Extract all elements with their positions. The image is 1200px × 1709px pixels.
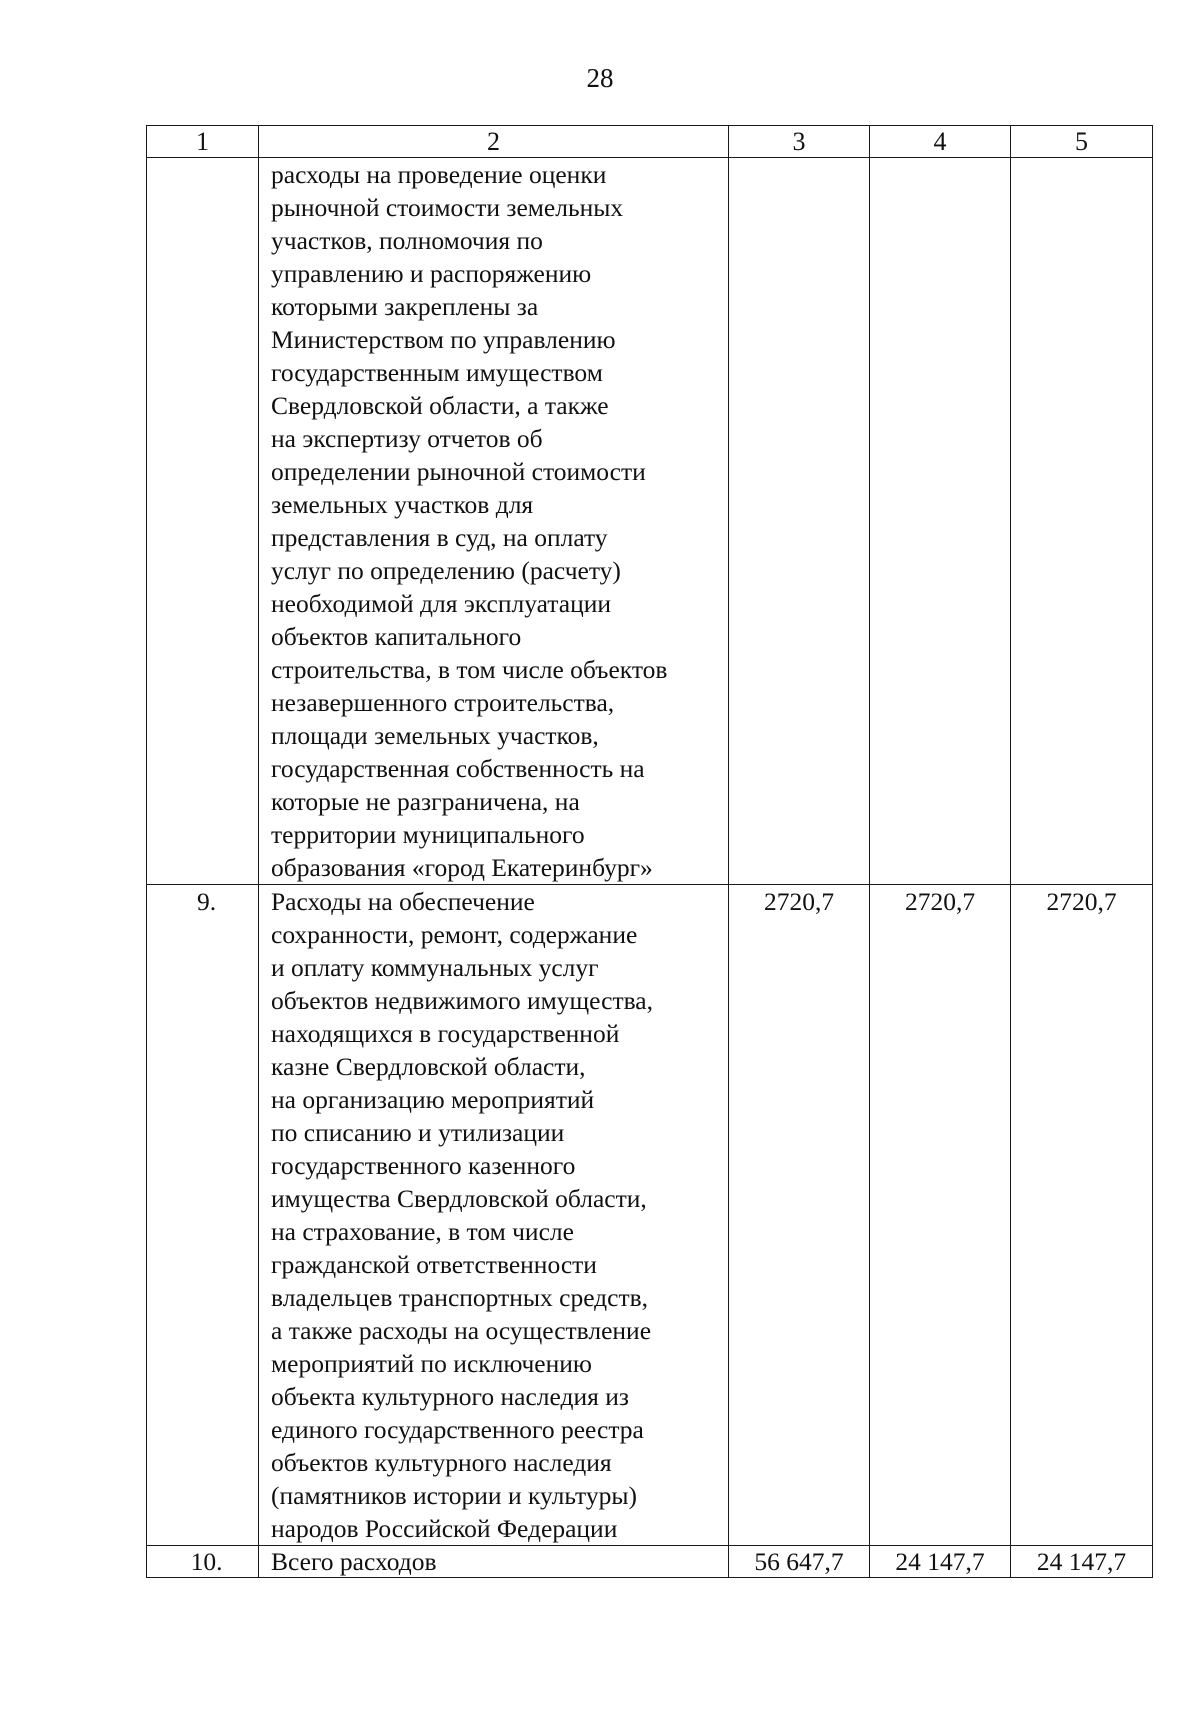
text-line: единого государственного реестра bbox=[271, 1415, 644, 1444]
text-line: (памятников истории и культуры) bbox=[271, 1481, 637, 1510]
column-header-5: 5 bbox=[1011, 126, 1153, 158]
row-value-col3 bbox=[729, 158, 870, 885]
text-line: казне Свердловской области, bbox=[271, 1052, 586, 1081]
text-line: а также расходы на осуществление bbox=[271, 1316, 652, 1345]
text-line: услуг по определению (расчету) bbox=[271, 556, 621, 585]
row-value-col4: 2720,7 bbox=[870, 885, 1011, 1546]
text-line: на страхование, в том числе bbox=[271, 1217, 574, 1246]
text-line: определении рыночной стоимости bbox=[271, 457, 646, 486]
row-value-col4: 24 147,7 bbox=[870, 1546, 1011, 1578]
row-value-col5: 2720,7 bbox=[1011, 885, 1153, 1546]
text-line: находящихся в государственной bbox=[271, 1019, 620, 1048]
row-description bbox=[259, 1546, 729, 1578]
row-description bbox=[259, 158, 729, 885]
text-line: рыночной стоимости земельных bbox=[271, 193, 624, 222]
text-line: образования «город Екатеринбург» bbox=[271, 853, 653, 882]
row-number bbox=[147, 158, 259, 885]
text-line: Всего расходов bbox=[271, 1547, 437, 1576]
text-line: земельных участков для bbox=[271, 490, 534, 519]
text-line: государственного казенного bbox=[271, 1151, 576, 1180]
text-line: расходы на проведение оценки bbox=[271, 160, 607, 189]
text-line: государственная собственность на bbox=[271, 754, 645, 783]
row-value-col3: 56 647,7 bbox=[729, 1546, 870, 1578]
text-line: мероприятий по исключению bbox=[271, 1349, 592, 1378]
text-line: которыми закреплены за bbox=[271, 292, 539, 321]
table-row bbox=[147, 885, 1153, 1546]
text-line: владельцев транспортных средств, bbox=[271, 1283, 649, 1312]
row-number: 10. bbox=[147, 1546, 259, 1578]
text-line: государственным имуществом bbox=[271, 358, 603, 387]
text-line: которые не разграничена, на bbox=[271, 787, 580, 816]
row-value-col3: 2720,7 bbox=[729, 885, 870, 1546]
text-line: необходимой для эксплуатации bbox=[271, 589, 612, 618]
row-value-col5: 24 147,7 bbox=[1011, 1546, 1153, 1578]
column-header-1: 1 bbox=[147, 126, 259, 158]
column-header-4: 4 bbox=[870, 126, 1011, 158]
row-value-col5 bbox=[1011, 158, 1153, 885]
text-line: на организацию мероприятий bbox=[271, 1085, 595, 1114]
text-line: и оплату коммунальных услуг bbox=[271, 953, 599, 982]
text-line: по списанию и утилизации bbox=[271, 1118, 565, 1147]
text-line: объектов недвижимого имущества, bbox=[271, 986, 653, 1015]
table-row bbox=[147, 158, 1153, 885]
column-header-2: 2 bbox=[259, 126, 729, 158]
text-line: незавершенного строительства, bbox=[271, 688, 615, 717]
text-line: управлению и распоряжению bbox=[271, 259, 592, 288]
row-value-col4 bbox=[870, 158, 1011, 885]
text-line: Свердловской области, а также bbox=[271, 391, 609, 420]
text-line: территории муниципального bbox=[271, 820, 585, 849]
text-line: участков, полномочия по bbox=[271, 226, 543, 255]
budget-table bbox=[146, 125, 1153, 1578]
text-line: объектов культурного наследия bbox=[271, 1448, 612, 1477]
table-header-row bbox=[147, 126, 1153, 158]
text-line: представления в суд, на оплату bbox=[271, 523, 608, 552]
text-line: объектов капитального bbox=[271, 622, 522, 651]
row-number: 9. bbox=[147, 885, 259, 1546]
row-description bbox=[259, 885, 729, 1546]
text-line: площади земельных участков, bbox=[271, 721, 599, 750]
text-line: имущества Свердловской области, bbox=[271, 1184, 647, 1213]
page-number: 28 bbox=[586, 63, 614, 93]
table-row-total bbox=[147, 1546, 1153, 1578]
text-line: Министерством по управлению bbox=[271, 325, 616, 354]
column-header-3: 3 bbox=[729, 126, 870, 158]
text-line: объекта культурного наследия из bbox=[271, 1382, 629, 1411]
text-line: гражданской ответственности bbox=[271, 1250, 597, 1279]
text-line: Расходы на обеспечение bbox=[271, 887, 535, 916]
text-line: сохранности, ремонт, содержание bbox=[271, 920, 638, 949]
text-line: на экспертизу отчетов об bbox=[271, 424, 543, 453]
text-line: народов Российской Федерации bbox=[271, 1514, 618, 1543]
text-line: строительства, в том числе объектов bbox=[271, 655, 668, 684]
